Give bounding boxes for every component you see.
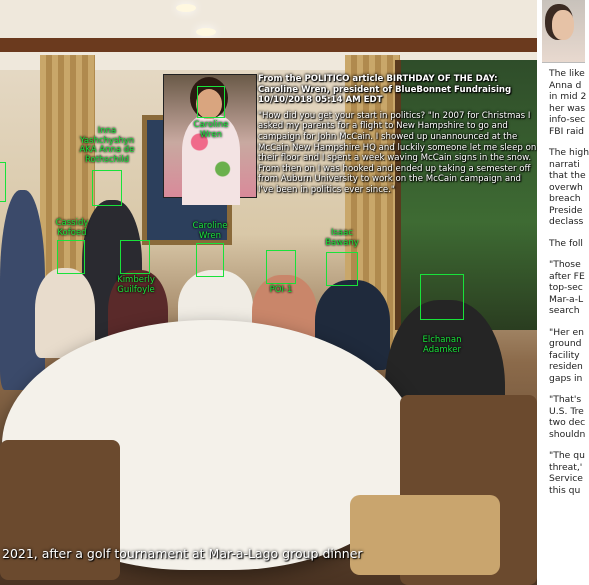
article-line: facility <box>549 349 580 361</box>
article-line: declass <box>549 216 584 227</box>
article-line: "The qu <box>549 450 585 461</box>
article-paragraph <box>549 327 589 385</box>
article-line: info-sec <box>549 114 586 125</box>
face-label-caroline: Caroline Wren <box>192 221 228 241</box>
author-portrait <box>542 0 585 63</box>
face-label-inset-caroline: Caroline Wren <box>193 120 229 140</box>
face-box-edge <box>0 162 6 202</box>
article-paragraph <box>549 238 589 250</box>
portrait-face <box>552 10 574 40</box>
face-label-poi1: POI-1 <box>269 285 293 295</box>
article-line: The foll <box>549 237 583 249</box>
face-box-kimberly <box>120 240 150 274</box>
article-line: breach <box>549 193 581 204</box>
article-line: that the <box>549 170 586 181</box>
article-paragraph <box>549 450 589 496</box>
article-line: "That's <box>549 394 582 405</box>
face-box-caroline <box>196 243 224 277</box>
article-paragraph <box>549 68 589 137</box>
article-line: after FE <box>549 270 585 282</box>
article-line: overwh <box>549 181 583 193</box>
caption-heading: From the POLITICO article BIRTHDAY OF THE DAY: Caroline Wren, president of BlueBonnet Fundraising 10/10/2018 05:14 AM EDT <box>258 74 512 106</box>
politico-caption <box>258 74 538 196</box>
article-line: The like <box>549 68 585 79</box>
article-line: this qu <box>549 484 581 496</box>
article-line: Anna d <box>549 79 582 91</box>
article-line: "Her en <box>549 326 584 338</box>
article-line: Mar-a-L <box>549 293 584 305</box>
article-paragraph <box>549 147 589 228</box>
face-box-cassidy <box>57 240 85 274</box>
ceiling-beam <box>0 38 537 52</box>
article-line: top-sec <box>549 282 583 293</box>
article-line: Service <box>549 473 583 484</box>
article-line: residen <box>549 361 583 372</box>
face-label-elchanan: Elchanan Adamker <box>422 335 462 355</box>
article-line: her was <box>549 102 586 114</box>
article-line: search <box>549 305 580 316</box>
photo-bottom-caption: 2021, after a golf tournament at Mar-a-Lago group dinner <box>2 546 363 561</box>
caption-quote: "How did you get your start in politics? "In 2007 for Christmas I asked my parents for a flight to New Hampshire to go and campaign for John McCain. I showed up unannounced at the McCain New Hampshire HQ and luckily someone let me sleep on their floor and I spent a week waving McCain signs in the snow. From then on I was hooked and ended up taking a semester off from Auburn University to work on the McCain campaign and I've been in politics ever since." <box>258 110 537 195</box>
face-label-isaac: Isaac Bawany <box>325 228 359 248</box>
face-box-inset-caroline <box>197 86 225 118</box>
ceiling-light <box>196 28 216 36</box>
face-box-elchanan <box>420 274 464 320</box>
face-box-inna <box>92 170 122 206</box>
article-text-cropped <box>549 68 589 506</box>
face-label-inna: Inna Yashchyshyn AKA Anna de Rothschild <box>79 126 135 165</box>
article-line: Preside <box>549 204 583 216</box>
article-line: gaps in <box>549 372 583 384</box>
article-paragraph <box>549 259 589 317</box>
chair-seat-right <box>350 495 500 575</box>
article-line: FBI raid <box>549 125 585 137</box>
article-line: in mid 2 <box>549 91 587 102</box>
article-paragraph <box>549 394 589 440</box>
face-label-kimberly: Kimberly Guilfoyle <box>117 275 155 295</box>
face-box-poi1 <box>266 250 296 284</box>
article-line: two dec <box>549 417 586 428</box>
article-line: threat,' <box>549 461 583 473</box>
article-line: The high <box>549 147 589 158</box>
article-line: ground <box>549 338 582 349</box>
ceiling-light <box>176 4 196 12</box>
face-label-cassidy: Cassidy Kofoed <box>55 218 89 238</box>
article-line: narrati <box>549 158 580 170</box>
article-line: "Those <box>549 259 581 270</box>
article-line: U.S. Tre <box>549 405 584 417</box>
article-line: shouldn <box>549 428 586 440</box>
face-box-isaac <box>326 252 358 286</box>
